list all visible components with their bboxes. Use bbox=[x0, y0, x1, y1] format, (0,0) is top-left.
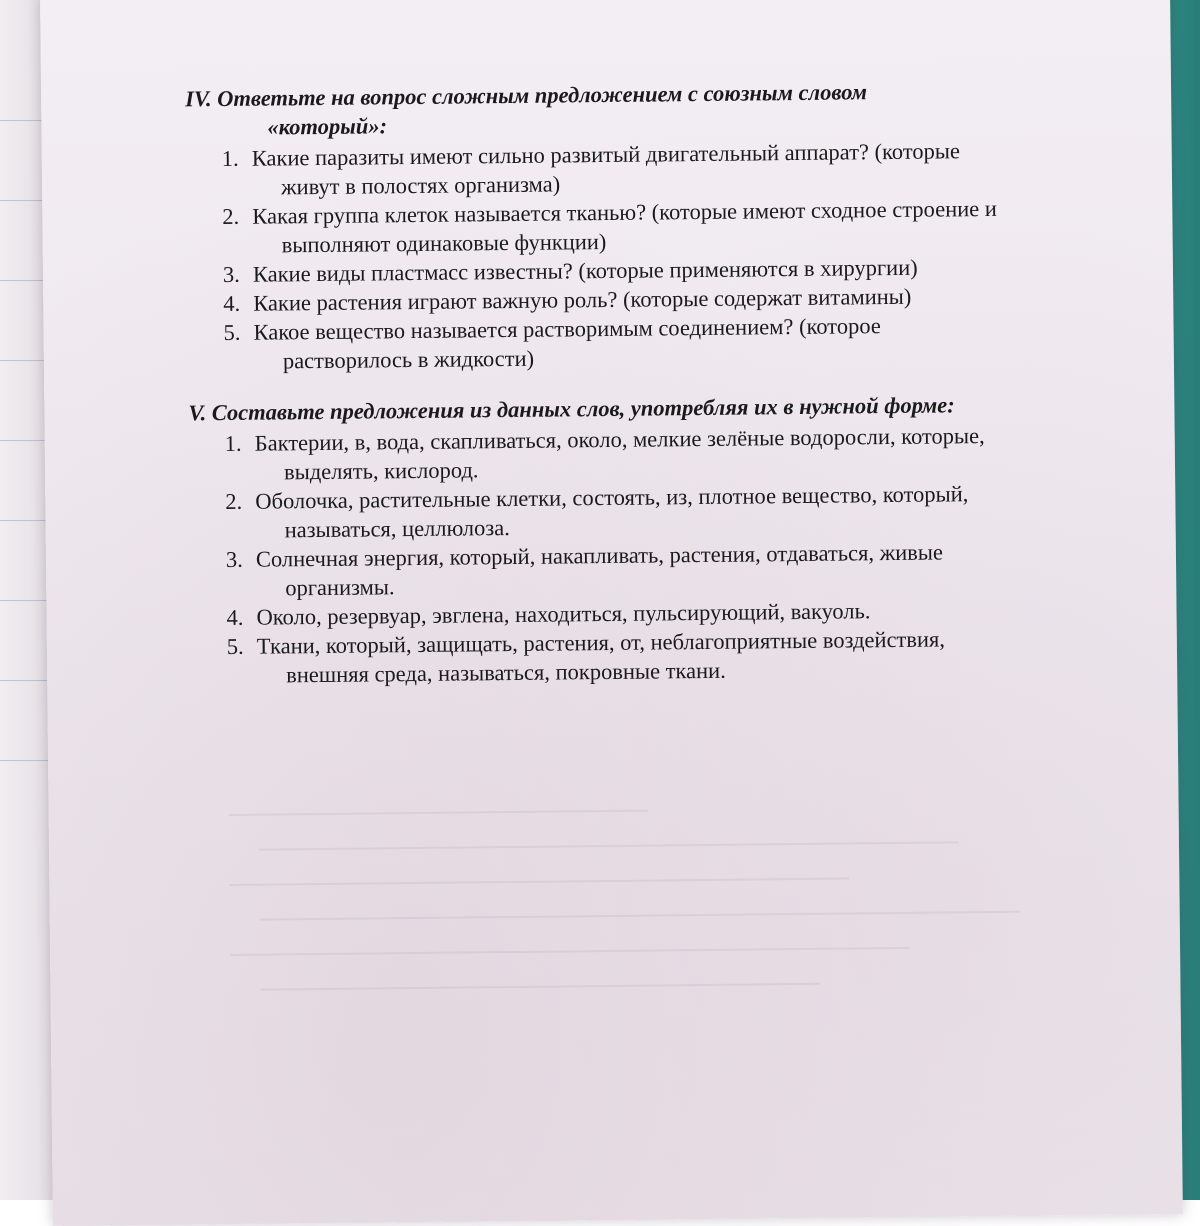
section-v-heading: V. Составьте предложения из данных слов, употребляя их в нужной форме: bbox=[188, 392, 955, 426]
worksheet-content bbox=[141, 75, 1127, 691]
show-through-line bbox=[229, 877, 849, 885]
item-text: Оболочка, растительные клетки, состоять, из, плотное вещество, который, bbox=[255, 481, 969, 514]
list-item bbox=[142, 193, 1123, 261]
item-number: 4. bbox=[226, 604, 244, 630]
item-text: Солнечная энергия, который, накапливать, растения, отдаваться, живые bbox=[255, 539, 944, 572]
item-text: Какая группа клеток называется тканью? (которые имеют сходное строение и bbox=[252, 195, 997, 229]
item-number: 1. bbox=[221, 145, 239, 172]
list-item bbox=[146, 536, 1127, 604]
section-iv-heading-line1: IV. Ответьте на вопрос сложным предложением с союзным словом bbox=[184, 79, 868, 112]
list-item bbox=[145, 478, 1126, 546]
item-text-continued: организмы. bbox=[285, 574, 395, 601]
item-text: Какие виды пластмасс известны? (которые применяются в хирургии) bbox=[252, 254, 918, 287]
item-text: Какие паразиты имеют сильно развитый двигательный аппарат? (которые bbox=[251, 138, 961, 171]
show-through-line bbox=[260, 911, 1020, 921]
item-text-continued: живут в полостях организма) bbox=[280, 171, 561, 200]
show-through-line bbox=[230, 947, 910, 956]
item-text: Какие растения играют важную роль? (которые содержат витамины) bbox=[253, 283, 912, 316]
section-v-list bbox=[145, 420, 1128, 691]
item-number: 4. bbox=[223, 290, 241, 317]
list-item bbox=[147, 623, 1128, 691]
section-iv-list bbox=[142, 135, 1124, 377]
item-number: 3. bbox=[225, 546, 243, 572]
item-number: 5. bbox=[223, 319, 241, 346]
section-v bbox=[144, 389, 1127, 691]
item-text-continued: растворилось в жидкости) bbox=[282, 345, 535, 374]
item-text-continued: называться, целлюлоза. bbox=[284, 515, 510, 543]
item-text: Ткани, который, защищать, растения, от, неблагоприятные воздействия, bbox=[256, 626, 946, 659]
section-iv-heading bbox=[185, 75, 1122, 143]
show-through-line bbox=[229, 810, 649, 816]
item-text: Какое вещество называется растворимым соединением? (которое bbox=[253, 313, 881, 345]
show-through-line bbox=[259, 841, 959, 850]
item-number: 2. bbox=[222, 203, 240, 230]
item-number: 2. bbox=[225, 488, 243, 515]
item-text: Бактерии, в, вода, скапливаться, около, мелкие зелёные водоросли, которые, bbox=[254, 423, 985, 456]
section-iv bbox=[141, 75, 1124, 377]
item-number: 5. bbox=[226, 633, 244, 659]
item-text-continued: внешняя среда, называться, покровные ткани. bbox=[286, 657, 726, 688]
item-number: 3. bbox=[222, 261, 240, 288]
list-item bbox=[143, 309, 1124, 377]
show-through-line bbox=[260, 983, 820, 991]
item-number: 1. bbox=[224, 430, 242, 457]
item-text-continued: выполняют одинаковые функции) bbox=[281, 229, 607, 258]
item-text: Около, резервуар, эвглена, находиться, пульсирующий, вакуоль. bbox=[256, 598, 871, 630]
item-text-continued: выделять, кислород. bbox=[283, 457, 479, 485]
section-iv-heading-line2: «который»: bbox=[267, 113, 388, 140]
list-item bbox=[145, 420, 1126, 488]
paper-sheet bbox=[40, 0, 1183, 1226]
list-item bbox=[142, 135, 1123, 203]
